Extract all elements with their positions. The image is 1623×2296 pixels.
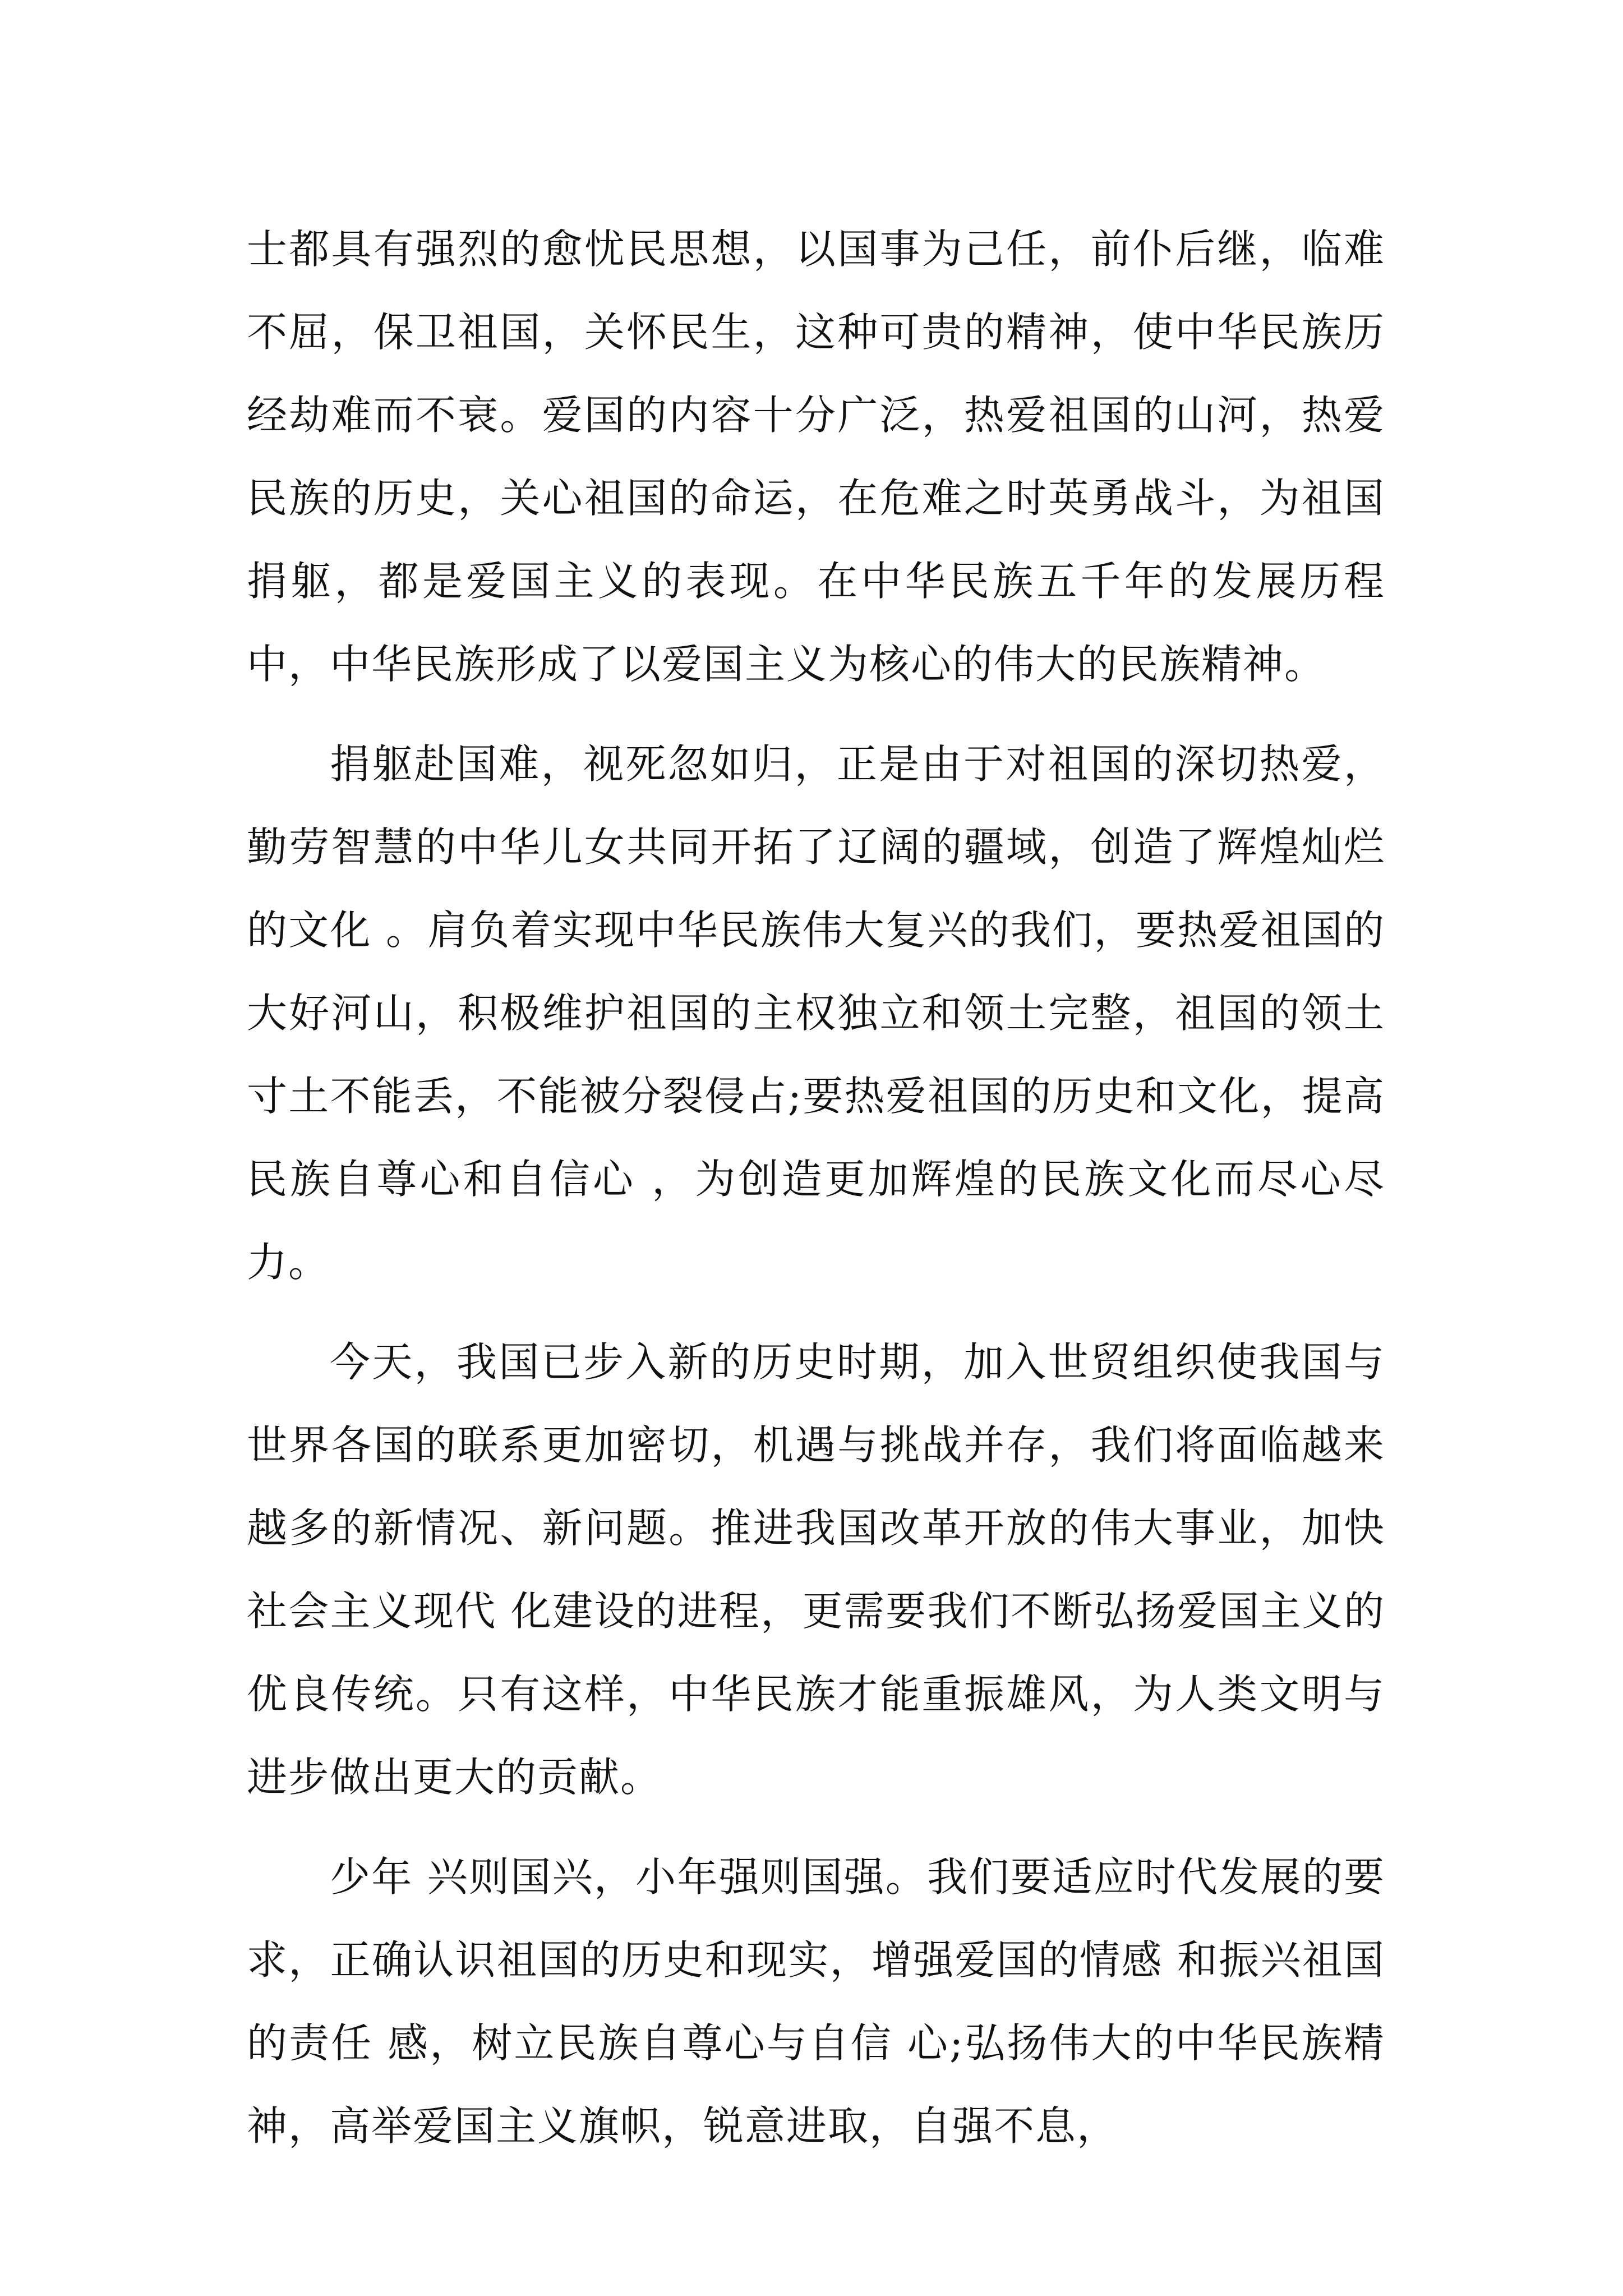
paragraph-2: 捐躯赴国难，视死忽如归，正是由于对祖国的深切热爱，勤劳智慧的中华儿女共同开拓了辽阔的疆域，创造了辉煌灿烂的文化 。肩负着实现中华民族伟大复兴的我们，要热爱祖国的大好河山，积极维护祖国的主权独立和领土完整，祖国的领土寸土不能丢，不能被分裂侵占;要热爱祖国的历史和文化，提高民族自尊心和自信心 ，为创造更加辉煌的民族文化而尽心尽力。 — [247, 740, 1385, 1286]
paragraph-4: 少年 兴则国兴，小年强则国强。我们要适应时代发展的要求，正确认识祖国的历史和现实，增强爱国的情感 和振兴祖国的责任 感，树立民族自尊心与自信 心;弘扬伟大的中华民族精神，高举爱国主义旗帜，锐意进取，自强不息， — [247, 1853, 1385, 2150]
paragraph-1: 士都具有强烈的愈忧民思想，以国事为己任，前仆后继，临难不屈，保卫祖国，关怀民生，这种可贵的精神，使中华民族历经劫难而不衰。爱国的内容十分广泛，热爱祖国的山河，热爱民族的历史，关心祖国的命运，在危难之时英勇战斗，为祖国捐躯，都是爱国主义的表现。在中华民族五千年的发展历程中，中华民族形成了以爱国主义为核心的伟大的民族精神。 — [247, 226, 1385, 688]
paragraph-3: 今天，我国已步入新的历史时期，加入世贸组织使我国与世界各国的联系更加密切，机遇与挑战并存，我们将面临越来越多的新情况、新问题。推进我国改革开放的伟大事业，加快社会主义现代 化建设的进程，更需要我们不断弘扬爱国主义的优良传统。只有这样，中华民族才能重振雄风，为人类文明与进步做出更大的贡献。 — [247, 1338, 1385, 1801]
document-body — [247, 208, 1385, 2168]
